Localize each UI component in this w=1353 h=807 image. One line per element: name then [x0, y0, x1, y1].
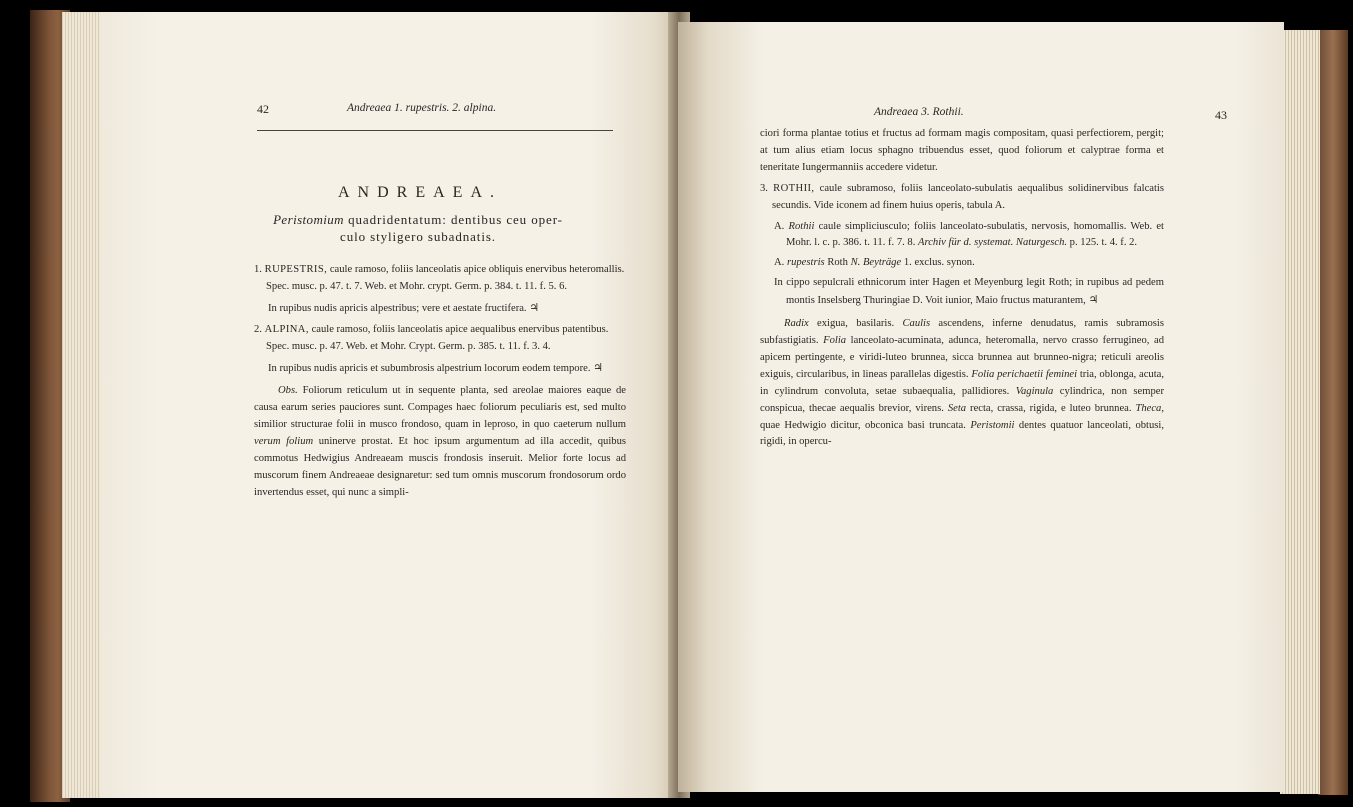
- perennial-symbol: ♃: [1088, 294, 1099, 307]
- species-number: 1.: [254, 264, 262, 275]
- habitat-text: In rupibus nudis apricis et subumbrosis alpestrium locorum eodem tempore.: [268, 362, 591, 374]
- description-text: ascendens, inferne denudatus, ramis subramosis subfastigiatis.: [760, 318, 1164, 346]
- species-entry-rupestris: [254, 262, 626, 296]
- description-text: cylindrica, non semper conspicua, thecae aequalis brevior, virens.: [760, 385, 1164, 414]
- species-number: 2.: [254, 323, 262, 335]
- page-edges-right: [1280, 30, 1320, 794]
- habitat-rupestris: [254, 300, 626, 318]
- peristome-term: Peristomium: [273, 212, 344, 227]
- synonym-author: Roth: [827, 257, 848, 269]
- synonym-prefix: A.: [774, 257, 785, 269]
- right-page: [678, 22, 1284, 792]
- description-text: dentes quatuor lanceolati, obtusi, rigidi, in opercu-: [760, 419, 1164, 448]
- genus-title: ANDREAEA.: [338, 184, 502, 201]
- peristome-description: [200, 211, 636, 245]
- page-number: 42: [257, 102, 269, 116]
- synonym-text: 1. exclus. synon.: [903, 257, 975, 269]
- term-seta: Seta: [947, 402, 967, 414]
- observation-paragraph: [254, 383, 626, 501]
- habitat-rothii: [760, 275, 1164, 310]
- species-list: [254, 262, 626, 502]
- term-radix: Radix: [784, 318, 809, 330]
- term-peristomii: Peristomii: [970, 419, 1015, 431]
- left-page: [100, 12, 684, 798]
- description-text: lanceolato-acuminata, adunca, heteromalla, nervo crasso ferrugineo, ad apicem pertingente, e viridi-luteo brunnea, sicca brunnea aut brunneo-nigra; reticuli areolis exiguis, circularibus, in lineas parallelas digestis.: [760, 334, 1164, 380]
- running-head: Andreaea 3. Rothii.: [874, 106, 964, 118]
- journal-title: N. Beyträge: [850, 257, 902, 269]
- synonym-name: rupestris: [786, 257, 825, 269]
- species-name: ROTHII,: [773, 182, 815, 194]
- continuation-paragraph: ciori forma plantae totius et fructus ad formam magis compositam, quasi perfectiorem, pergit; at tum alius etiam locus sphagno tribuendus esset, quod foliorum et calyptrae forma et teneritate Iungermanniis accedere videtur.: [760, 128, 1164, 173]
- species-text: caule subramoso, foliis lanceolato-subulatis aequalibus solidinervibus falcatis secundis. Vide iconem ad finem huius operis, tabula A.: [772, 182, 1164, 211]
- species-text: caule ramoso, foliis lanceolatis apice aequalibus enervibus patentibus. Spec. musc. p. 47. Web. et Mohr. Crypt. Germ. p. 385. t. 11. f. 3. 4.: [266, 323, 609, 352]
- habitat-text: In rupibus nudis apricis alpestribus; vere et aestate fructifera.: [268, 302, 527, 314]
- term-perichaetium: Folia perichaetii feminei: [971, 368, 1078, 380]
- description-text: tria, oblonga, acuta, in cylindrum convoluta, setae subaequalia, pallidiores.: [760, 368, 1165, 397]
- species-text: caule ramoso, foliis lanceolatis apice obliquis enervibus heteromallis. Spec. musc. p. 47. t. 7. Web. et Mohr. crypt. Germ. p. 384. t. 11. f. 5. 6.: [266, 264, 625, 292]
- perennial-symbol: ♃: [529, 301, 540, 314]
- peristome-line2: culo styligero subadnatis.: [340, 229, 496, 244]
- term-caulis: Caulis: [902, 318, 931, 330]
- description-text: quae Hedwigio dicitur, obconica basi truncata.: [760, 419, 966, 431]
- synonym-name: Rothii: [788, 220, 815, 232]
- synonym-prefix: A.: [774, 220, 785, 232]
- species-entry-rothii: [760, 181, 1164, 215]
- term-folia: Folia: [823, 334, 847, 346]
- synonym-rothii: [760, 219, 1164, 253]
- right-page-text: [760, 126, 1164, 451]
- habitat-text: In cippo sepulcrali ethnicorum inter Hagen et Meyenburg legit Roth; in rupibus ad pedem montis Inselsberg Thuringiae D. Voit iunior, Maio fructus maturantem,: [774, 277, 1164, 307]
- obs-text-1: Foliorum reticulum ut in sequente planta, sed areolae maiores eaque de causa earum series pauciores sunt. Compages haec foliorum peculiaris est, sed multo similior structurae folii in musco frondoso, quam in leproso, in quo caeterum nullum: [254, 385, 626, 431]
- term-theca: Theca,: [1135, 402, 1165, 414]
- habitat-alpina: [254, 360, 626, 378]
- species-name: RUPESTRIS,: [264, 264, 328, 275]
- perennial-symbol: ♃: [593, 361, 603, 374]
- species-number: 3.: [760, 182, 768, 194]
- peristome-line1: quadridentatum: dentibus ceu oper-: [348, 212, 563, 227]
- header-rule: [257, 130, 613, 131]
- obs-emphasis: verum folium: [254, 436, 314, 448]
- description-text: recta, crassa, rigida, e luteo brunnea.: [970, 402, 1132, 414]
- description-paragraph: [760, 316, 1164, 451]
- description-text: exigua, basilaris.: [817, 318, 895, 330]
- page-number: 43: [1215, 108, 1227, 122]
- book-cover-right: [1318, 30, 1348, 795]
- running-head: Andreaea 1. rupestris. 2. alpina.: [347, 102, 497, 114]
- species-entry-alpina: [254, 322, 626, 356]
- journal-title: Archiv für d. systemat. Naturgesch.: [918, 237, 1068, 249]
- synonym-rupestris: [760, 255, 1164, 272]
- synonym-text-2: p. 125. t. 4. f. 2.: [1069, 237, 1138, 249]
- term-vaginula: Vaginula: [1015, 385, 1054, 397]
- obs-label: Obs.: [278, 385, 298, 397]
- synonym-text: caule simpliciusculo; foliis lanceolato-subulatis, nervosis, homomallis. Web. et Mohr. l. c. p. 386. t. 11. f. 7. 8.: [786, 220, 1164, 249]
- obs-text-2: uninerve prostat. Et hoc ipsum argumentum ad illa accedit, quibus commotus Hedwigius Andreaeam muscis frondosis inseruit. Melior forte locus ad muscorum finem Andreaeae designaretur: sed tum omnis muscorum frondosorum ordo invertendus esset, qui nunc a simpli-: [254, 436, 626, 498]
- species-name: ALPINA,: [264, 323, 309, 335]
